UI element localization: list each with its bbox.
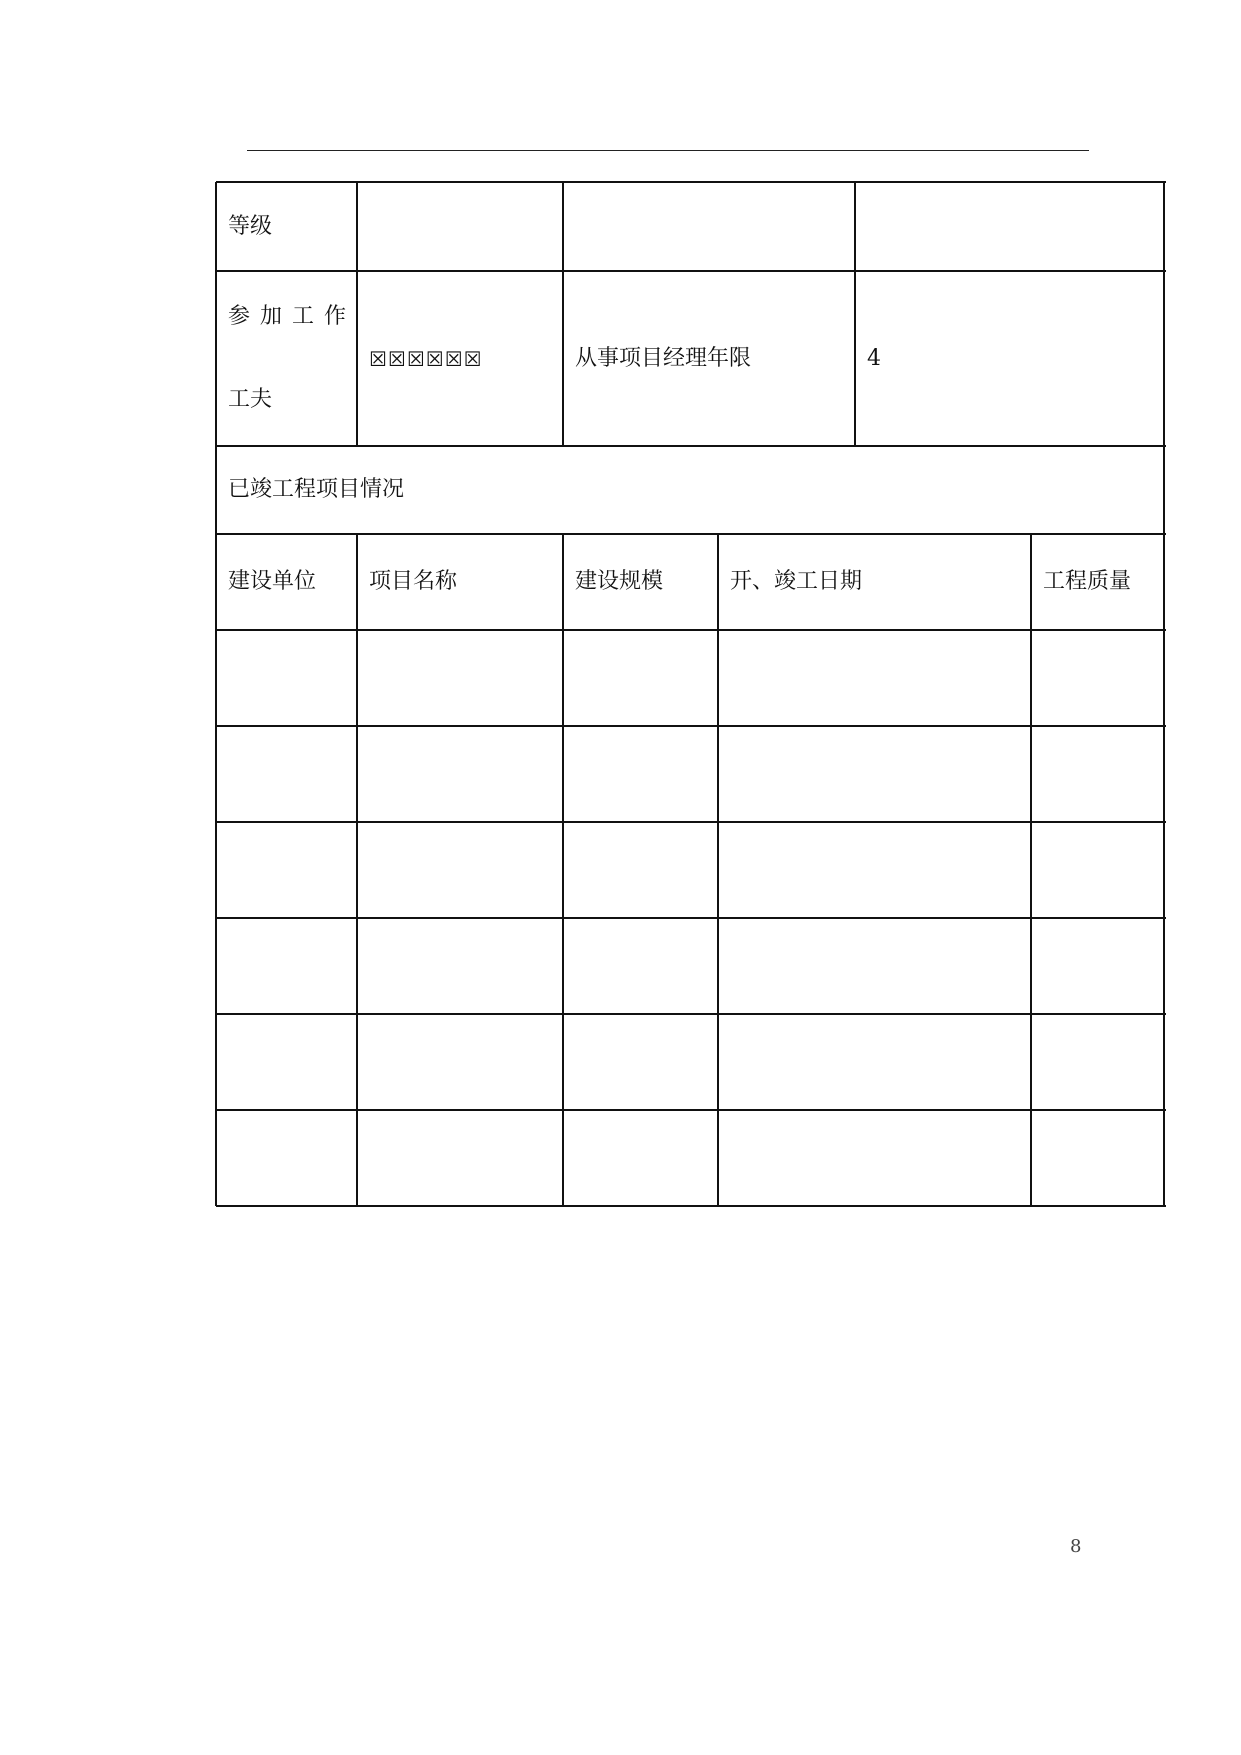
header-rule xyxy=(247,150,1089,151)
table-cell xyxy=(1031,822,1164,918)
table-cell xyxy=(216,822,357,918)
grade-extra-cell-1 xyxy=(563,182,855,271)
table-border-vertical xyxy=(215,182,217,1206)
table-cell xyxy=(1031,1110,1164,1206)
table-cell xyxy=(357,630,563,726)
grade-extra-cell-2 xyxy=(855,182,1164,271)
work-start-label-line1: 参加工作 xyxy=(228,304,357,329)
table-border-horizontal xyxy=(216,1109,1166,1111)
table-cell xyxy=(216,726,357,822)
table-cell xyxy=(718,918,1031,1014)
table-cell xyxy=(563,1110,718,1206)
table-border-horizontal xyxy=(216,270,1166,272)
table-border-horizontal xyxy=(216,725,1166,727)
table-border-horizontal xyxy=(216,533,1166,535)
table-cell xyxy=(357,822,563,918)
table-cell xyxy=(563,630,718,726)
work-start-value-text: ☒☒☒☒☒☒ xyxy=(369,346,483,371)
table-cell xyxy=(563,726,718,822)
grade-label: 等级 xyxy=(228,213,273,239)
work-start-label xyxy=(216,271,357,446)
col-header-builder: 建设单位 xyxy=(228,569,317,594)
table-border-horizontal xyxy=(216,1205,1166,1207)
section-title: 已竣工程项目情况 xyxy=(228,477,405,502)
table-border-horizontal xyxy=(216,917,1166,919)
table-border-horizontal xyxy=(216,181,1166,183)
table-cell xyxy=(718,1014,1031,1110)
table-border-vertical xyxy=(1163,182,1165,1207)
table-cell xyxy=(216,1014,357,1110)
table-cell xyxy=(357,726,563,822)
table-border-vertical xyxy=(562,534,564,1206)
table-border-vertical xyxy=(356,182,358,446)
table-border-vertical xyxy=(356,534,358,1206)
grade-value-cell xyxy=(357,182,563,271)
table-border-horizontal xyxy=(216,629,1166,631)
table-cell xyxy=(718,726,1031,822)
table-cell xyxy=(216,918,357,1014)
table-cell xyxy=(1031,1014,1164,1110)
table-border-vertical xyxy=(562,182,564,446)
pm-years-label: 从事项目经理年限 xyxy=(575,345,752,371)
table-cell xyxy=(357,1014,563,1110)
table-cell xyxy=(1031,726,1164,822)
work-start-label-line2: 工夫 xyxy=(228,387,273,412)
page-number: 8 xyxy=(1070,1536,1082,1557)
table-border-horizontal xyxy=(216,821,1166,823)
col-header-quality: 工程质量 xyxy=(1043,569,1132,594)
work-start-value xyxy=(357,271,563,446)
table-cell xyxy=(718,1110,1031,1206)
col-header-project-name: 项目名称 xyxy=(369,569,458,594)
table-border-vertical xyxy=(717,534,719,1206)
table-cell xyxy=(357,918,563,1014)
table-cell xyxy=(563,1014,718,1110)
table-cell xyxy=(1031,630,1164,726)
table-cell xyxy=(718,822,1031,918)
col-header-scale: 建设规模 xyxy=(575,569,664,594)
col-header-dates: 开、竣工日期 xyxy=(730,569,863,594)
table-cell xyxy=(216,1110,357,1206)
table-border-horizontal xyxy=(216,445,1166,447)
table-border-horizontal xyxy=(216,1013,1166,1015)
table-cell xyxy=(563,822,718,918)
table-cell xyxy=(357,1110,563,1206)
table-cell xyxy=(1031,918,1164,1014)
pm-years-value: 4 xyxy=(867,345,881,371)
table-border-vertical xyxy=(854,182,856,446)
table-cell xyxy=(718,630,1031,726)
table-cell xyxy=(216,630,357,726)
table-border-vertical xyxy=(1030,534,1032,1206)
table-cell xyxy=(563,918,718,1014)
